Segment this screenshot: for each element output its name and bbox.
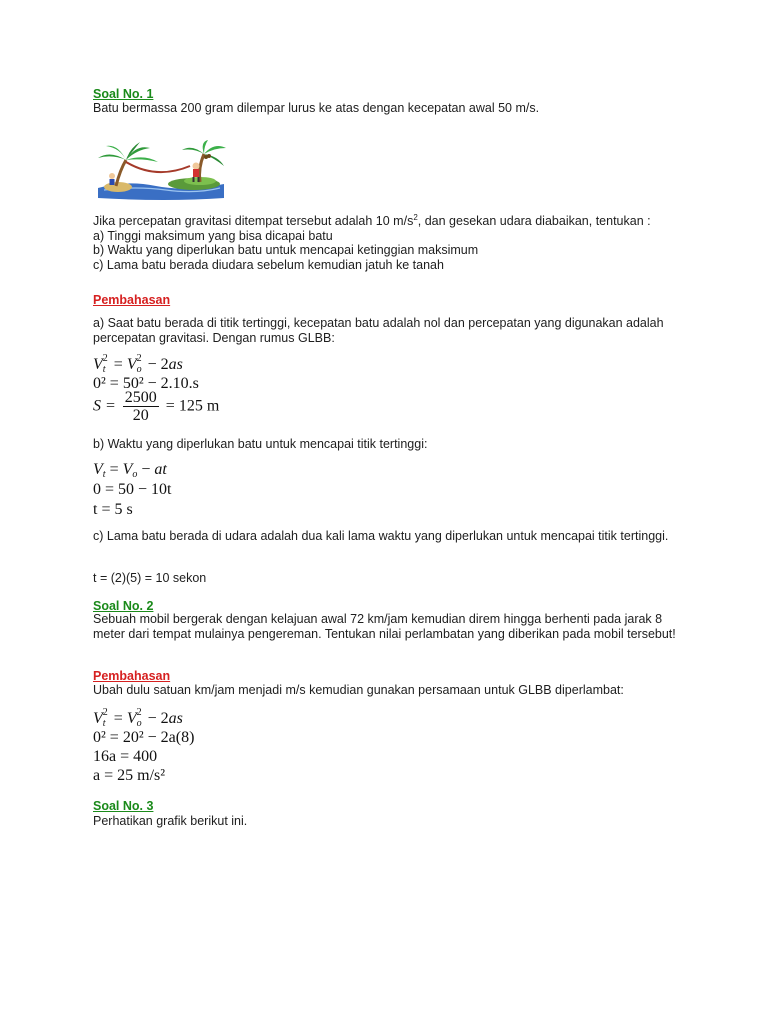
math-2-line-1: V 2 t = V 2 o − 2as xyxy=(93,707,183,729)
math-fraction: $\frac{2500}{20}$ xyxy=(124,389,157,424)
math-2-line-2: 0² = 20² − 2a(8) xyxy=(93,729,195,746)
pembahasan-2-text: Ubah dulu satuan km/jam menjadi m/s kemudian gunakan persamaan untuk GLBB diperlambat: xyxy=(93,683,624,697)
soal-1-question: Jika percepatan gravitasi ditempat tersebut adalah 10 $m/s^2$, dan gesekan udara diabaikan, tentukan : xyxy=(93,213,651,228)
pembahasan-1-c-text: c) Lama batu berada di udara adalah dua kali lama waktu yang diperlukan untuk mencapai titik tertinggi. xyxy=(93,529,669,543)
pembahasan-2-heading: Pembahasan xyxy=(93,669,171,683)
palm-island-illustration xyxy=(96,140,226,202)
pembahasan-1-c-result: t = (2)(5) = 10 sekon xyxy=(93,571,207,585)
soal-3-text: Perhatikan grafik berikut ini. xyxy=(93,814,248,828)
pembahasan-1-b-text: b) Waktu yang diperlukan batu untuk mencapai titik tertinggi: xyxy=(93,437,428,451)
math-2-line-3: 16a = 400 xyxy=(93,748,158,765)
soal-1-item-a: a) Tinggi maksimum yang bisa dicapai batu xyxy=(93,229,333,243)
pembahasan-1-a-text: a) Saat batu berada di titik tertinggi, kecepatan batu adalah nol dan percepatan yang digunakan adalah percepatan gravitasi. Dengan rumus GLBB: xyxy=(93,316,664,345)
math-b-line-3: t = 5 s xyxy=(93,501,133,518)
soal-1-item-c: c) Lama batu berada diudara sebelum kemudian jatuh ke tanah xyxy=(93,258,444,272)
soal-1-heading: Soal No. 1 xyxy=(93,87,154,101)
pembahasan-1-heading: Pembahasan xyxy=(93,293,171,307)
math-a-line-1: V 2 t = V 2 o − 2as xyxy=(93,353,183,375)
soal-2-heading: Soal No. 2 xyxy=(93,599,154,613)
math-b-line-1: $V_t = V_o$ − at xyxy=(93,461,167,480)
math-2-line-4: a = 25 m/s² xyxy=(93,767,166,784)
math-a-line-3: S = $\frac{2500}{20}$ = 125 m xyxy=(93,389,220,424)
soal-3-heading: Soal No. 3 xyxy=(93,799,154,813)
soal-2-text: Sebuah mobil bergerak dengan kelajuan awal 72 km/jam kemudian direm hingga berhenti pada jarak 8 meter dari tempat mulainya pengereman. Tentukan nilai perlambatan yang diberikan pada mobil tersebut! xyxy=(93,612,676,641)
math-a-line-2: 0² = 50² − 2.10.s xyxy=(93,375,199,392)
soal-1-text: Batu bermassa 200 gram dilempar lurus ke atas dengan kecepatan awal 50 m/s. xyxy=(93,101,540,115)
math-b-line-2: 0 = 50 − 10t xyxy=(93,481,172,498)
soal-1-item-b: b) Waktu yang diperlukan batu untuk mencapai ketinggian maksimum xyxy=(93,243,479,257)
